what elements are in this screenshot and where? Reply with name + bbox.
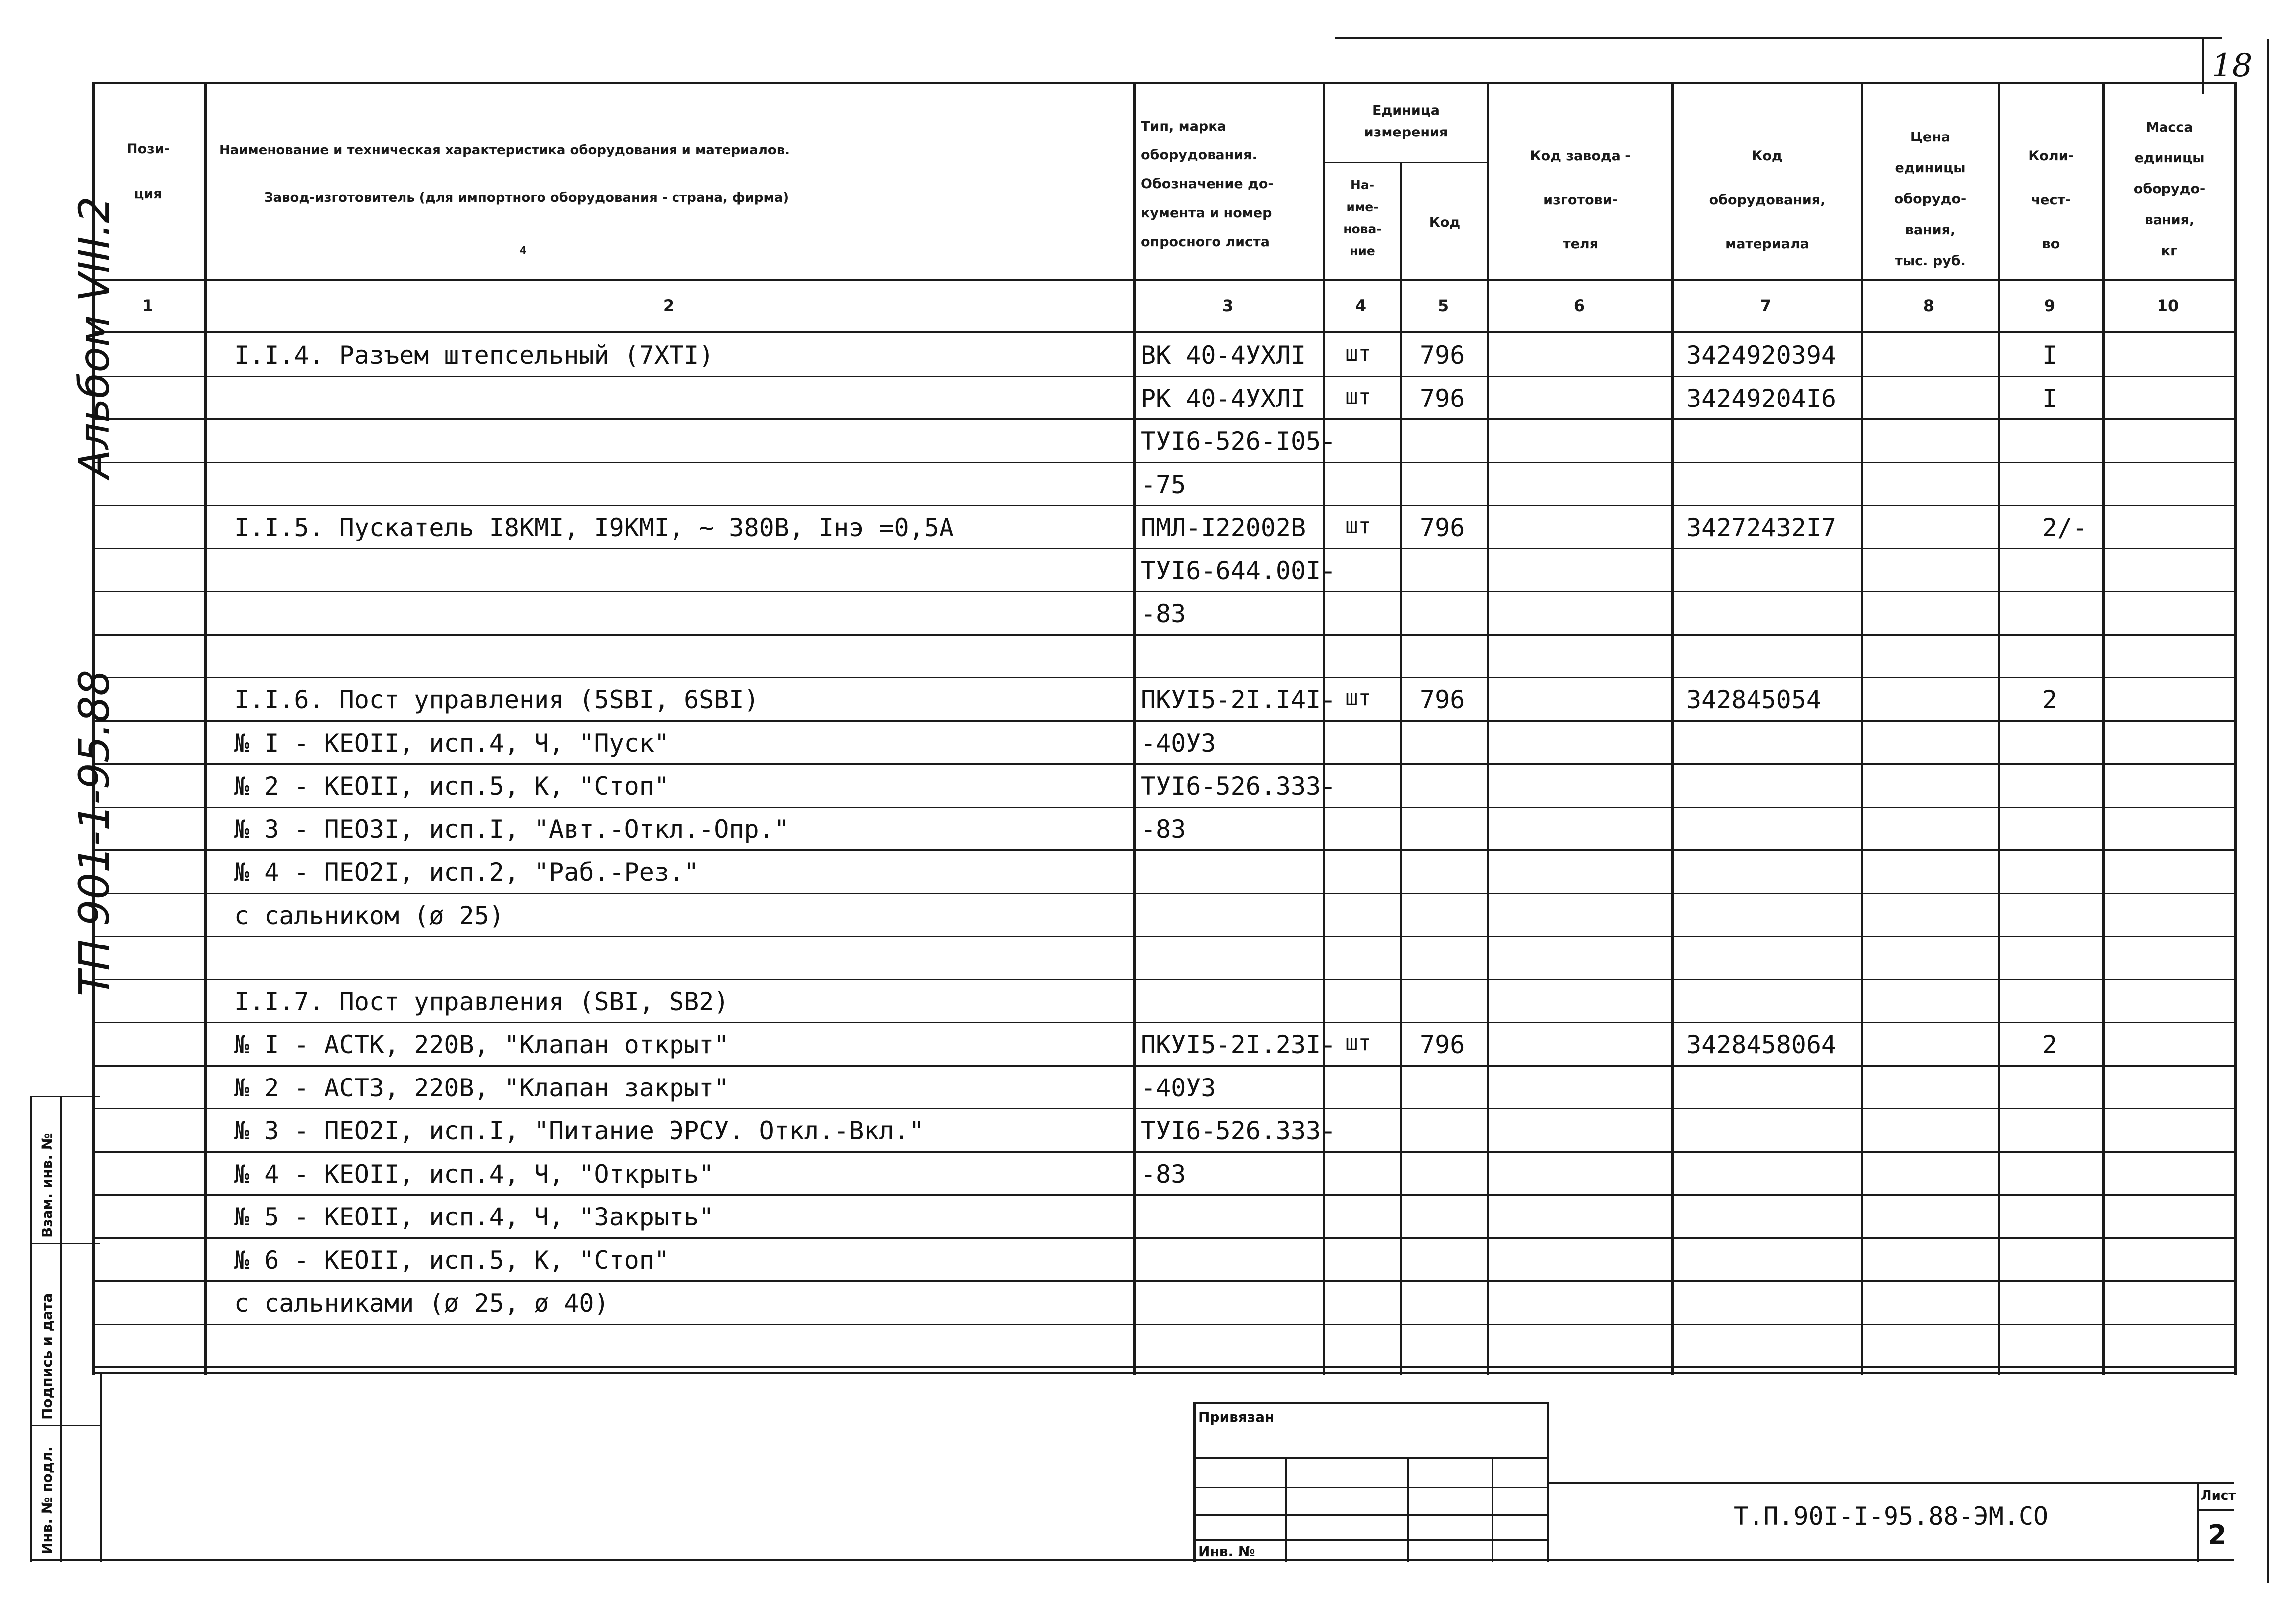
row-equipment-code: 3424920394	[1686, 341, 1837, 370]
stamp-label-signature: Подпись и дата	[39, 1293, 55, 1420]
row-line	[92, 1280, 2234, 1282]
stamp-label-original: Инв. № подл.	[39, 1446, 55, 1554]
row-line	[92, 1366, 2234, 1368]
tb-line-3	[1193, 1514, 1549, 1516]
row-name: № 2 - АСТЗ, 220В, "Клапан закрыт"	[234, 1074, 729, 1102]
tb-line-1	[1193, 1457, 1549, 1459]
stamp-div-1	[30, 1243, 100, 1244]
header-factory-code: Код завода - изготови- теля	[1530, 148, 1631, 252]
column-number-10: 10	[2157, 296, 2179, 315]
tb-line-2	[1193, 1487, 1549, 1488]
unit-subheader-line	[1323, 162, 1487, 163]
row-name: I.I.5. Пускатель I8КМI, I9КМI, ~ 380В, Iнэ =0,5А	[234, 513, 954, 542]
row-line	[92, 720, 2234, 722]
row-unit: шт	[1345, 685, 1371, 711]
row-type: -75	[1141, 470, 1186, 499]
row-line	[92, 979, 2234, 980]
column-number-8: 8	[1923, 296, 1935, 315]
row-equipment-code: 34272432I7	[1686, 513, 1837, 542]
row-line	[92, 1194, 2234, 1196]
row-name: № 2 - КЕОII, исп.5, К, "Стоп"	[234, 772, 669, 801]
row-type: ВК 40-4УХЛI	[1141, 341, 1306, 370]
bound-label: Привязан	[1198, 1409, 1275, 1425]
column-number-4: 4	[1355, 296, 1367, 315]
header-type: Тип, марка оборудования. Обозначение до- кумента и номер опросного листа	[1141, 119, 1274, 250]
header-unit-code: Код	[1429, 215, 1461, 230]
row-quantity: I	[2042, 341, 2058, 370]
column-number-5: 5	[1437, 296, 1449, 315]
row-name: № 5 - КЕОII, исп.4, Ч, "Закрыть"	[234, 1203, 714, 1231]
stamp-top-line	[30, 1096, 100, 1097]
row-line	[92, 1324, 2234, 1325]
row-line	[92, 376, 2234, 377]
row-unit: шт	[1345, 1030, 1371, 1056]
header-price: Цена единицы оборудо- вания, тыс. руб.	[1894, 130, 1967, 269]
row-line	[92, 936, 2234, 937]
tb-col-3	[1492, 1457, 1493, 1562]
table-top-line	[92, 82, 2234, 84]
stamp-mid-line	[60, 1096, 62, 1562]
tb-sheet-line	[2197, 1509, 2234, 1511]
row-type: -40У3	[1141, 729, 1216, 758]
row-name: № 6 - КЕОII, исп.5, К, "Стоп"	[234, 1246, 669, 1275]
row-line	[92, 1108, 2234, 1109]
frame-left-bottom	[100, 1372, 102, 1562]
row-line	[92, 418, 2234, 420]
stamp-left-line	[30, 1096, 32, 1562]
col-line-3	[1323, 82, 1325, 1375]
tb-left-line	[1193, 1402, 1196, 1562]
sheet-number: 2	[2208, 1519, 2227, 1551]
row-unit-code: 796	[1420, 685, 1465, 714]
row-name: I.I.7. Пост управления (SBI, SB2)	[234, 987, 729, 1016]
row-quantity: 2/-	[2042, 513, 2088, 542]
sheet-label: Лист	[2201, 1488, 2236, 1503]
row-line	[92, 634, 2234, 636]
col-line-4	[1400, 162, 1402, 1375]
tb-col-2	[1407, 1457, 1409, 1562]
row-type: ТУI6-526.333-	[1141, 1116, 1336, 1145]
row-type: -83	[1141, 599, 1186, 628]
row-quantity: 2	[2042, 1030, 2058, 1059]
row-equipment-code: 34249204I6	[1686, 384, 1837, 413]
table-bottom-line	[92, 1372, 2234, 1374]
tb-sheet-left	[2197, 1482, 2199, 1562]
row-line	[92, 1151, 2234, 1153]
row-equipment-code: 342845054	[1686, 685, 1821, 714]
frame-bottom-line	[30, 1559, 2234, 1561]
corner-box-left	[2202, 39, 2204, 94]
row-name: № 4 - ПЕО2I, исп.2, "Раб.-Рез."	[234, 858, 699, 887]
album-side-label: Альбом VIII.2	[70, 196, 119, 478]
row-line	[92, 1022, 2234, 1023]
right-border-line	[2267, 39, 2269, 1583]
row-line	[92, 462, 2234, 463]
column-number-2: 2	[663, 296, 675, 315]
row-line	[92, 677, 2234, 678]
row-line	[92, 1237, 2234, 1239]
tb-line-4	[1193, 1539, 1549, 1541]
header-unit: Единица измерения	[1364, 103, 1448, 140]
row-name: с сальником (ø 25)	[234, 901, 504, 930]
row-quantity: 2	[2042, 685, 2058, 714]
project-side-label: ТП 901-1-95.88	[70, 669, 119, 996]
row-name: № 4 - КЕОII, исп.4, Ч, "Открыть"	[234, 1160, 714, 1189]
colnum-bottom-line	[92, 331, 2234, 333]
stamp-div-2	[30, 1425, 100, 1426]
row-type: ПКУI5-2I.I4I-	[1141, 685, 1336, 714]
header-name-line1: Наименование и техническая характеристика оборудования и материалов.	[219, 143, 790, 158]
header-mass: Масса единицы оборудо- вания, кг	[2133, 120, 2206, 259]
column-number-9: 9	[2044, 296, 2056, 315]
row-name: № 3 - ПЕО3I, исп.I, "Авт.-Откл.-Опр."	[234, 815, 789, 844]
row-type: ТУI6-644.00I-	[1141, 556, 1336, 585]
col-line-8	[1998, 82, 2000, 1375]
row-type: -40У3	[1141, 1074, 1216, 1102]
row-unit: шт	[1345, 513, 1371, 539]
row-name: № I - АСТК, 220В, "Клапан открыт"	[234, 1030, 729, 1059]
row-type: ПКУI5-2I.23I-	[1141, 1030, 1336, 1059]
row-type: ТУI6-526-I05-	[1141, 427, 1336, 456]
row-line	[92, 763, 2234, 765]
column-number-7: 7	[1760, 296, 1772, 315]
stamp-label-replace: Взам. инв. №	[39, 1133, 55, 1238]
col-line-1	[204, 82, 207, 1375]
header-unit-name: На- име- нова- ние	[1343, 178, 1382, 258]
row-unit-code: 796	[1420, 384, 1465, 413]
col-line-2	[1133, 82, 1136, 1375]
inv-label: Инв. №	[1198, 1543, 1255, 1560]
tb-col-1	[1285, 1457, 1287, 1562]
corner-page-number: 18	[2212, 47, 2253, 84]
row-line	[92, 893, 2234, 894]
row-line	[92, 548, 2234, 549]
row-name: I.I.4. Разъем штепсельный (7XTI)	[234, 341, 714, 370]
row-name: № 3 - ПЕО2I, исп.I, "Питание ЭРСУ. Откл.-Вкл."	[234, 1116, 924, 1145]
row-type: -83	[1141, 1160, 1186, 1189]
row-unit-code: 796	[1420, 513, 1465, 542]
column-number-6: 6	[1573, 296, 1585, 315]
header-name-line2: Завод-изготовитель (для импортного оборудования - страна, фирма)	[264, 190, 789, 205]
col-line-5	[1487, 82, 1489, 1375]
col-line-9	[2102, 82, 2105, 1375]
row-line	[92, 1065, 2234, 1067]
row-unit-code: 796	[1420, 341, 1465, 370]
top-border-line	[1335, 37, 2222, 39]
row-quantity: I	[2042, 384, 2058, 413]
header-quantity: Коли- чест- во	[2028, 148, 2074, 252]
tb-top-line	[1193, 1402, 1549, 1404]
row-unit-code: 796	[1420, 1030, 1465, 1059]
header-position: Пози- ция	[127, 141, 170, 202]
header-equipment-code: Код оборудования, материала	[1709, 148, 1826, 252]
row-equipment-code: 3428458064	[1686, 1030, 1837, 1059]
row-unit: шт	[1345, 384, 1371, 409]
row-name: I.I.6. Пост управления (5SBI, 6SBI)	[234, 685, 759, 714]
tb-code-line	[1547, 1482, 2234, 1484]
row-type: РК 40-4УХЛI	[1141, 384, 1306, 413]
header-bottom-line	[92, 279, 2234, 281]
header-name-mark: 4	[520, 244, 527, 256]
row-line	[92, 807, 2234, 808]
row-line	[92, 849, 2234, 851]
document-code: Т.П.90I-I-95.88-ЭМ.СО	[1734, 1502, 2049, 1531]
col-line-10	[2234, 82, 2237, 1375]
column-number-1: 1	[142, 296, 154, 315]
row-name: с сальниками (ø 25, ø 40)	[234, 1289, 609, 1318]
row-unit: шт	[1345, 341, 1371, 366]
row-line	[92, 591, 2234, 592]
column-number-3: 3	[1222, 296, 1234, 315]
row-type: -83	[1141, 815, 1186, 844]
row-type: ПМЛ-I22002В	[1141, 513, 1306, 542]
col-line-6	[1671, 82, 1674, 1375]
row-name: № I - КЕОII, исп.4, Ч, "Пуск"	[234, 729, 669, 758]
row-type: ТУI6-526.333-	[1141, 772, 1336, 801]
row-line	[92, 505, 2234, 506]
